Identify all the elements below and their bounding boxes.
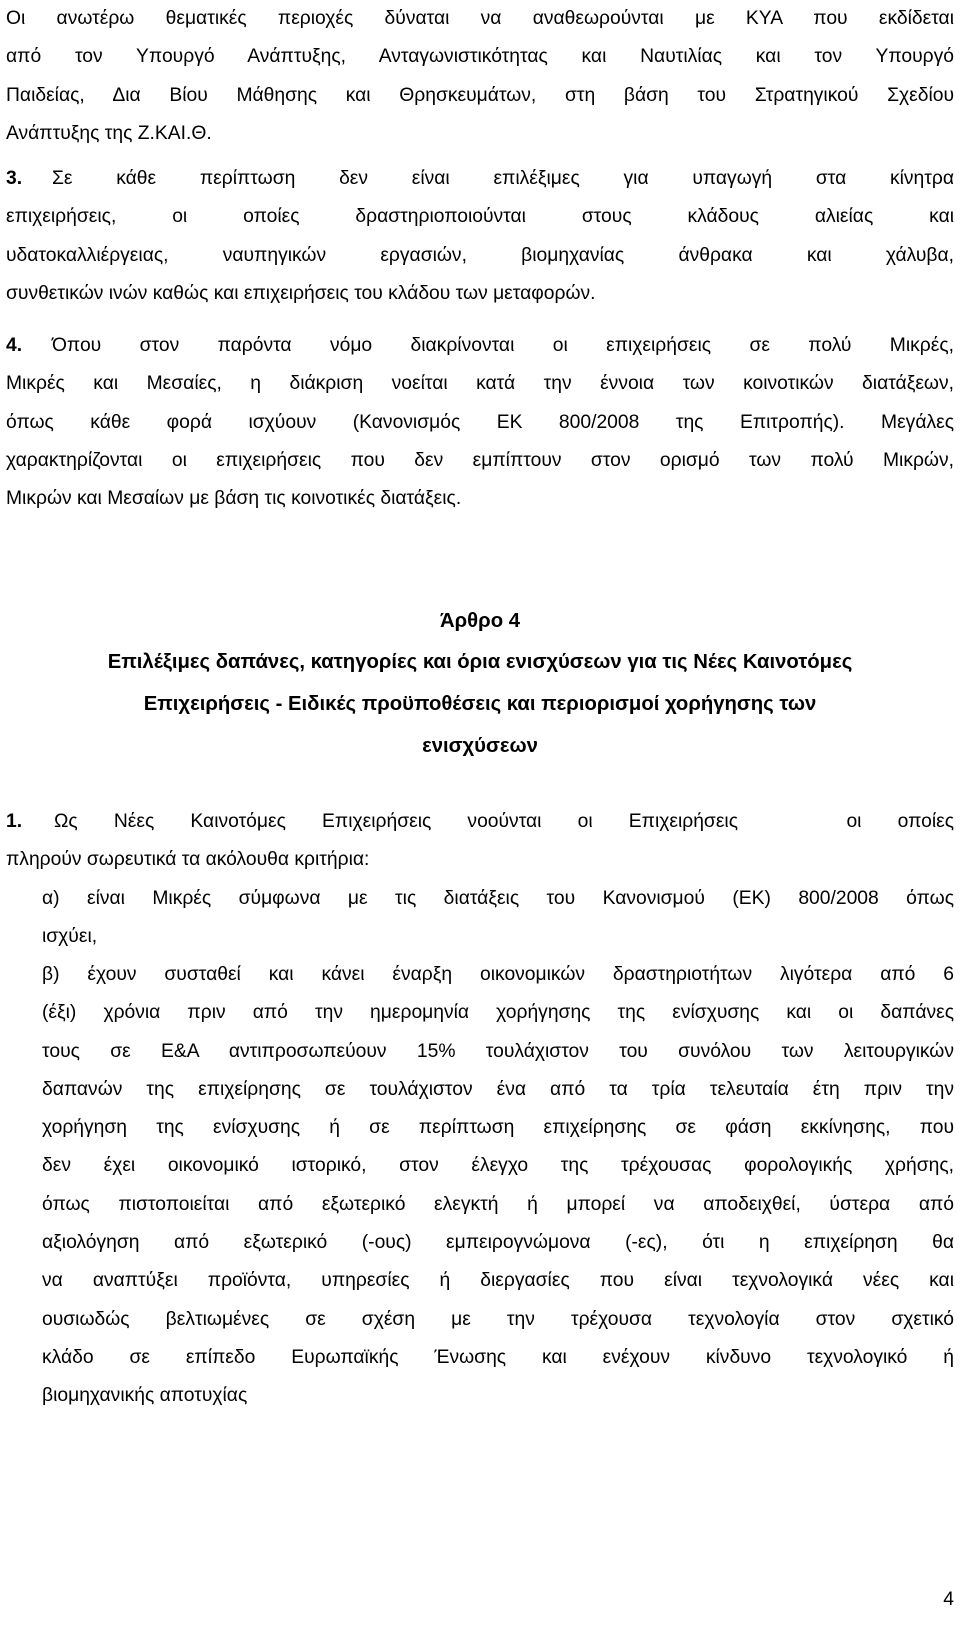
text-line	[6, 803, 954, 841]
paragraph-3	[6, 160, 954, 313]
article-number: Άρθρο 4	[439, 610, 520, 632]
text-line: Ανάπτυξης της Ζ.ΚΑΙ.Θ.	[6, 122, 212, 144]
text-line: Μικρές και Μεσαίες, η διάκριση νοείται κατά την έννοια των κοινοτικών διατάξεων,	[6, 373, 954, 395]
text-line: πληρούν σωρευτικά τα ακόλουθα κριτήρια:	[6, 849, 370, 871]
article-title-line: Επιχειρήσεις - Ειδικές προϋποθέσεις και περιορισμοί χορήγησης των	[143, 693, 817, 715]
paragraph-4	[6, 327, 954, 518]
criterion-a	[42, 880, 954, 957]
text-line: χορήγηση της ενίσχυσης ή σε περίπτωση επιχείρησης σε φάση εκκίνησης, που	[42, 1117, 954, 1139]
intro-paragraph	[6, 0, 954, 153]
text-line: Μικρών και Μεσαίων με βάση τις κοινοτικές διατάξεις.	[6, 488, 462, 510]
text-line: δεν έχει οικονομικό ιστορικό, στον έλεγχο της τρέχουσας φορολογικής χρήσης,	[42, 1155, 954, 1177]
text-line: βιομηχανικής αποτυχίας	[42, 1385, 248, 1407]
text-line: δαπανών της επιχείρησης σε τουλάχιστον ένα από τα τρία τελευταία έτη πριν την	[42, 1078, 954, 1100]
text-line: όπως κάθε φορά ισχύουν (Κανονισμός ΕΚ 800/2008 της Επιτροπής). Μεγάλες	[6, 411, 954, 433]
criterion-b	[42, 956, 954, 1416]
paragraph-number: 3.	[6, 168, 23, 189]
paragraph-number: 1.	[6, 811, 23, 832]
article-title-line: Επιλέξιμες δαπάνες, κατηγορίες και όρια ενισχύσεων για τις Νέες Καινοτόμες	[107, 651, 853, 673]
text-span: Ως Νέες Καινοτόμες Επιχειρήσεις νοούνται οι Επιχειρήσεις οι οποίες	[54, 811, 954, 832]
page-number: 4	[943, 1589, 954, 1610]
text-span: Σε κάθε περίπτωση δεν είναι επιλέξιμες για υπαγωγή στα κίνητρα	[52, 168, 954, 189]
text-line: ουσιωδώς βελτιωμένες σε σχέση με την τρέχουσα τεχνολογία στον σχετικό	[42, 1308, 954, 1330]
text-line: α) είναι Μικρές σύμφωνα με τις διατάξεις του Κανονισμού (ΕΚ) 800/2008 όπως	[42, 888, 954, 909]
text-line: επιχειρήσεις, οι οποίες δραστηριοποιούνται στους κλάδους αλιείας και	[6, 206, 954, 228]
text-line: συνθετικών ινών καθώς και επιχειρήσεις του κλάδου των μεταφορών.	[6, 282, 596, 304]
text-line: υδατοκαλλιέργειας, ναυπηγικών εργασιών, βιομηχανίας άνθρακα και χάλυβα,	[6, 244, 954, 266]
text-span: Όπου στον παρόντα νόμο διακρίνονται οι επιχειρήσεις σε πολύ Μικρές,	[52, 335, 954, 356]
text-line: Οι ανωτέρω θεματικές περιοχές δύναται να αναθεωρούνται με ΚΥΑ που εκδίδεται	[6, 8, 954, 29]
text-line: β) έχουν συσταθεί και κάνει έναρξη οικονομικών δραστηριοτήτων λιγότερα από 6	[42, 964, 954, 985]
text-line: αξιολόγηση από εξωτερικό (-ους) εμπειρογνώμονα (-ες), ότι η επιχείρηση θα	[42, 1232, 954, 1254]
text-line	[6, 327, 954, 365]
text-line: χαρακτηρίζονται οι επιχειρήσεις που δεν εμπίπτουν στον ορισμό των πολύ Μικρών,	[6, 449, 954, 471]
text-line: ισχύει,	[42, 926, 98, 948]
text-line: τους σε Ε&Α αντιπροσωπεύουν 15% τουλάχιστον του συνόλου των λειτουργικών	[42, 1040, 954, 1062]
text-line: όπως πιστοποιείται από εξωτερικό ελεγκτή ή μπορεί να αποδειχθεί, ύστερα από	[42, 1193, 954, 1215]
text-line: Παιδείας, Δια Βίου Μάθησης και Θρησκευμάτων, στη βάση του Στρατηγικού Σχεδίου	[6, 84, 954, 106]
text-line	[6, 160, 954, 198]
text-line: (έξι) χρόνια πριν από την ημερομηνία χορήγησης της ενίσχυσης και οι δαπάνες	[42, 1002, 954, 1024]
article-title-line: ενισχύσεων	[422, 735, 538, 757]
paragraph-1	[6, 803, 954, 880]
text-line: κλάδο σε επίπεδο Ευρωπαϊκής Ένωσης και ενέχουν κίνδυνο τεχνολογικό ή	[42, 1346, 954, 1368]
text-line: να αναπτύξει προϊόντα, υπηρεσίες ή διεργασίες που είναι τεχνολογικά νέες και	[42, 1270, 954, 1292]
paragraph-number: 4.	[6, 335, 23, 356]
text-line: από τον Υπουργό Ανάπτυξης, Ανταγωνιστικότητας και Ναυτιλίας και τον Υπουργό	[6, 46, 954, 68]
